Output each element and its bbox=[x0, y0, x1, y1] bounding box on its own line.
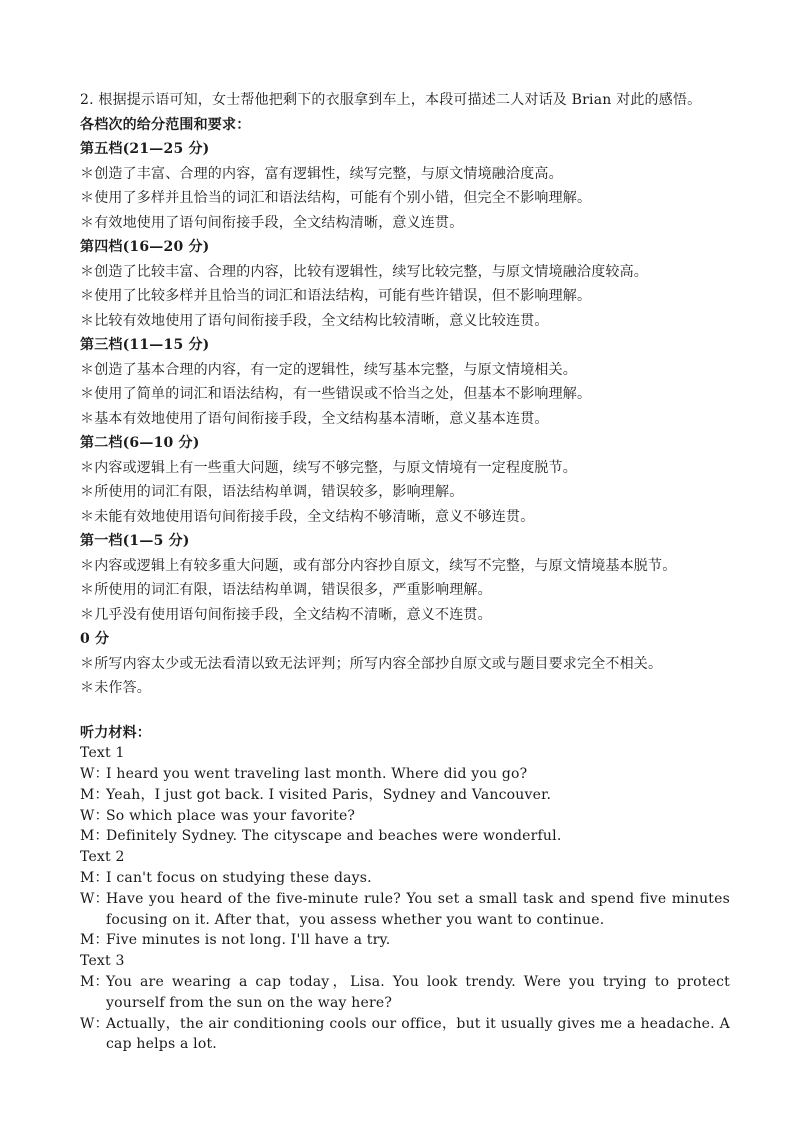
grade-item: ＊未能有效地使用语句间衔接手段，全文结构不够清晰，意义不够连贯。 bbox=[80, 508, 535, 525]
grade-item: ＊所写内容太少或无法看清以致无法评判；所写内容全部抄自原文或与题目要求完全不相关。 bbox=[80, 655, 663, 672]
dialogue-text: So which place was your favorite? bbox=[106, 807, 356, 824]
dialogue-text: Five minutes is not long. I'll have a try. bbox=[106, 932, 391, 949]
dialogue-text: Yeah，I just got back. I visited Paris，Sydney and Vancouver. bbox=[106, 786, 552, 803]
grade-item: ＊所使用的词汇有限，语法结构单调，错误很多，严重影响理解。 bbox=[80, 582, 492, 598]
dialogue-text: Actually，the air conditioning cools our office，but it usually gives me a headache. A cap helps a lot. bbox=[106, 1015, 730, 1053]
speaker-label: W： bbox=[80, 890, 109, 907]
speaker-label: W： bbox=[80, 1015, 109, 1032]
grade-item: ＊内容或逻辑上有一些重大问题，续写不够完整，与原文情境有一定程度脱节。 bbox=[80, 459, 577, 476]
grade-title: 第五档(21—25 分) bbox=[80, 141, 210, 157]
speaker-label: M： bbox=[80, 870, 109, 887]
grade-section bbox=[80, 627, 730, 701]
grade-title: 第一档(1—5 分) bbox=[80, 533, 190, 549]
grade-section bbox=[80, 235, 730, 333]
grade-section bbox=[80, 529, 730, 627]
grade-item: ＊未作答。 bbox=[80, 680, 151, 696]
grade-title: 第三档(11—15 分) bbox=[80, 337, 210, 353]
intro-paragraph: 2. 根据提示语可知，女士帮他把剩下的衣服拿到车上，本段可描述二人对话及 Brian 对此的感悟。 bbox=[80, 92, 702, 108]
dialogue-text: Definitely Sydney. The cityscape and beaches were wonderful. bbox=[106, 828, 562, 845]
dialogue-text: I can't focus on studying these days. bbox=[106, 870, 372, 887]
speaker-label: W： bbox=[80, 766, 109, 783]
dialogue-text: I heard you went traveling last month. Where did you go? bbox=[106, 766, 528, 783]
grade-item: ＊使用了简单的词汇和语法结构，有一些错误或不恰当之处，但基本不影响理解。 bbox=[80, 386, 592, 402]
listening-heading: 听力材料： bbox=[80, 724, 151, 741]
dialogue-line bbox=[80, 785, 730, 806]
grade-title: 0 分 bbox=[80, 631, 110, 647]
grade-item: ＊创造了基本合理的内容，有一定的逻辑性，续写基本完整，与原文情境相关。 bbox=[80, 361, 577, 378]
dialogue-line bbox=[80, 826, 730, 847]
text-title: Text 2 bbox=[80, 849, 125, 866]
text-title: Text 3 bbox=[80, 953, 125, 970]
listening-section bbox=[80, 723, 730, 1056]
grade-item: ＊基本有效地使用了语句间衔接手段，全文结构基本清晰，意义基本连贯。 bbox=[80, 410, 549, 427]
speaker-label: W： bbox=[80, 807, 109, 824]
dialogue-line bbox=[80, 1014, 730, 1056]
speaker-label: M： bbox=[80, 932, 109, 949]
section-spacer bbox=[80, 701, 730, 723]
grade-section bbox=[80, 333, 730, 431]
grade-item: ＊内容或逻辑上有较多重大问题，或有部分内容抄自原文，续写不完整，与原文情境基本脱节。 bbox=[80, 557, 677, 574]
speaker-label: M： bbox=[80, 786, 109, 803]
grade-item: ＊使用了比较多样并且恰当的词汇和语法结构，可能有些许错误，但不影响理解。 bbox=[80, 288, 592, 304]
grade-item: ＊创造了比较丰富、合理的内容，比较有逻辑性，续写比较完整，与原文情境融洽度较高。 bbox=[80, 263, 648, 280]
grade-item: ＊几乎没有使用语句间衔接手段，全文结构不清晰，意义不连贯。 bbox=[80, 606, 492, 623]
dialogue-line bbox=[80, 868, 730, 889]
dialogue-line bbox=[80, 930, 730, 951]
grade-item: ＊有效地使用了语句间衔接手段，全文结构清晰，意义连贯。 bbox=[80, 214, 464, 231]
grade-section bbox=[80, 137, 730, 235]
grade-title: 第二档(6—10 分) bbox=[80, 435, 200, 451]
dialogue-line bbox=[80, 972, 730, 1014]
text-title: Text 1 bbox=[80, 745, 125, 762]
grade-item: ＊创造了丰富、合理的内容，富有逻辑性，续写完整，与原文情境融洽度高。 bbox=[80, 165, 563, 182]
grade-item: ＊比较有效地使用了语句间衔接手段，全文结构比较清晰，意义比较连贯。 bbox=[80, 312, 549, 329]
dialogue-text: Have you heard of the five-minute rule? You set a small task and spend five minutes focusing on it. After that，you assess whether you want to continue. bbox=[106, 890, 730, 928]
document-content bbox=[80, 88, 730, 1055]
speaker-label: M： bbox=[80, 828, 109, 845]
grade-item: ＊所使用的词汇有限，语法结构单调，错误较多，影响理解。 bbox=[80, 484, 464, 500]
dialogue-line bbox=[80, 889, 730, 931]
dialogue-line bbox=[80, 806, 730, 827]
grade-item: ＊使用了多样并且恰当的词汇和语法结构，可能有个别小错，但完全不影响理解。 bbox=[80, 190, 592, 206]
grade-title: 第四档(16—20 分) bbox=[80, 239, 210, 255]
dialogue-text: You are wearing a cap today，Lisa. You look trendy. Were you trying to protect yourself from the sun on the way here? bbox=[106, 974, 730, 1011]
speaker-label: M： bbox=[80, 974, 109, 991]
criteria-heading: 各档次的给分范围和要求： bbox=[80, 116, 251, 133]
dialogue-line bbox=[80, 764, 730, 785]
grade-section bbox=[80, 431, 730, 529]
